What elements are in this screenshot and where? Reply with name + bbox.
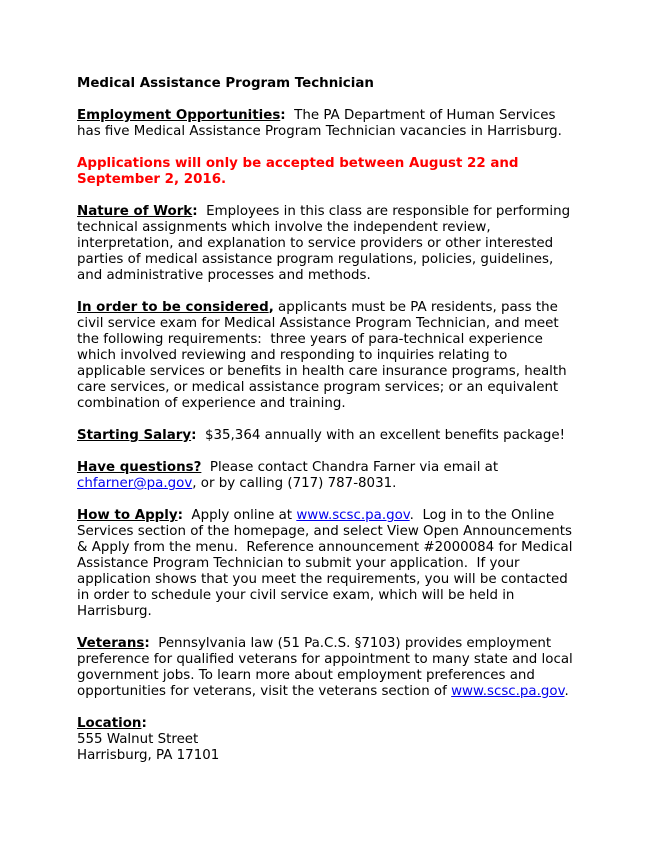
address-line-1: 555 Walnut Street (77, 732, 199, 747)
nature-heading: Nature of Work (77, 204, 193, 219)
nature-section (77, 204, 577, 284)
veterans-colon: : (144, 636, 150, 651)
questions-heading: Have questions? (77, 460, 202, 475)
location-section (77, 716, 577, 732)
location-colon: : (141, 716, 147, 731)
scsc-link-veterans[interactable]: www.scsc.pa.gov (451, 684, 565, 699)
veterans-heading: Veterans (77, 636, 145, 651)
salary-heading: Starting Salary (77, 428, 192, 443)
veterans-text-2: . (564, 684, 569, 699)
nature-colon: : (192, 204, 198, 219)
document-page (77, 76, 577, 764)
salary-colon: : (191, 428, 197, 443)
email-link[interactable]: chfarner@pa.gov (77, 476, 193, 491)
questions-text-2: , or by calling (717) 787-8031. (192, 476, 397, 491)
veterans-text-1: Pennsylvania law (51 Pa.C.S. §7103) provides employment preference for qualified veterans for appointment to many state and local government jobs. To learn more about employment preferences and opportunities for veterans, visit the veterans section of (77, 636, 578, 699)
employment-colon: : (280, 108, 286, 123)
apply-heading: How to Apply (77, 508, 178, 523)
apply-text-2: . Log in to the Online Services section of the homepage, and select View Open Announcements & Apply from the menu. Reference announcement #2000084 for Medical Assistance Program Technician to submit your application. If your application shows that you meet the requirements, you will be contacted in order to schedule your civil service exam, which will be held in Harrisburg. (77, 508, 577, 619)
consider-comma: , (268, 300, 274, 315)
employment-heading: Employment Opportunities (77, 108, 281, 123)
scsc-link-apply[interactable]: www.scsc.pa.gov (296, 508, 410, 523)
salary-section (77, 428, 577, 444)
page-title: Medical Assistance Program Technician (77, 76, 374, 91)
veterans-section (77, 636, 577, 700)
employment-section (77, 108, 577, 140)
consider-heading: In order to be considered (77, 300, 269, 315)
location-heading: Location (77, 716, 142, 731)
application-dates-notice: Applications will only be accepted between August 22 and September 2, 2016. (77, 156, 519, 187)
apply-section (77, 508, 577, 620)
employment-text: The PA Department of Human Services has five Medical Assistance Program Technician vacancies in Harrisburg. (77, 108, 562, 139)
consider-text: applicants must be PA residents, pass the civil service exam for Medical Assistance Program Technician, and meet the following requirements: three years of para-technical experience which involved reviewing and responding to inquiries relating to applicable services or benefits in health care insurance programs, health care services, or medical assistance program services; or an equivalent combination of experience and training. (77, 300, 571, 411)
apply-text-1: Apply online at (182, 508, 297, 523)
nature-text: Employees in this class are responsible for performing technical assignments which involve the independent review, interpretation, and explanation to service providers or other interested parties of medical assistance program regulations, policies, guidelines, and administrative processes and methods. (77, 204, 575, 283)
questions-text-1: Please contact Chandra Farner via email at (201, 460, 503, 475)
address-line-2: Harrisburg, PA 17101 (77, 748, 220, 763)
consider-section (77, 300, 577, 412)
questions-section (77, 460, 577, 492)
apply-colon: : (177, 508, 183, 523)
salary-text: $35,364 annually with an excellent benefits package! (196, 428, 565, 443)
